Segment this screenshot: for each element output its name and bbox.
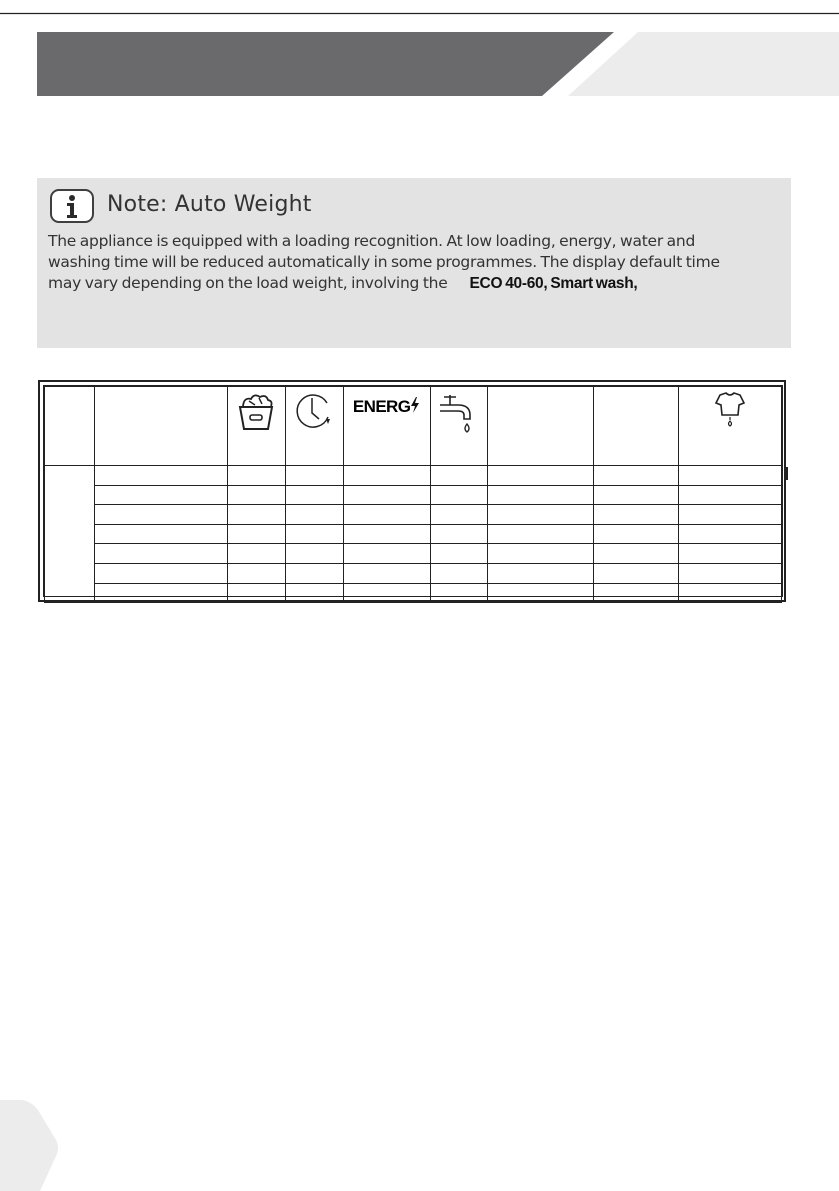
note-line-text: may vary depending on the load weight, involving the <box>48 274 448 292</box>
table-cell <box>430 583 488 603</box>
table-cell <box>343 466 430 486</box>
programme-table-inner <box>43 385 783 597</box>
table-cell <box>285 524 343 544</box>
table-cell <box>430 505 488 525</box>
table-cell <box>488 583 593 603</box>
table-cell <box>430 524 488 544</box>
table-cell <box>488 485 593 505</box>
table-cell <box>285 466 343 486</box>
header-rule <box>0 12 839 15</box>
table-cell <box>94 583 227 603</box>
table-cell <box>343 583 430 603</box>
table-cell <box>343 505 430 525</box>
header-cell <box>285 387 343 466</box>
table-cell <box>285 485 343 505</box>
table-cell <box>679 544 782 564</box>
header-cell <box>593 387 678 466</box>
table-cell <box>45 466 95 603</box>
table-row <box>45 505 782 525</box>
header-cell <box>679 387 782 466</box>
table-cell <box>94 544 227 564</box>
programme-names: ECO 40-60, Smart wash, <box>469 275 638 292</box>
table-cell <box>285 563 343 583</box>
table-cell <box>488 544 593 564</box>
laundry-basket-icon <box>234 391 278 431</box>
table-cell <box>285 583 343 603</box>
table-cell <box>593 583 678 603</box>
table-row <box>45 524 782 544</box>
table-cell <box>593 466 678 486</box>
header-cell <box>94 387 227 466</box>
page-corner-tab <box>0 1100 60 1191</box>
table-cell <box>430 563 488 583</box>
table-cell <box>94 524 227 544</box>
programme-table <box>44 386 782 603</box>
table-header-row <box>45 387 782 466</box>
table-cell <box>343 544 430 564</box>
table-cell <box>593 524 678 544</box>
table-cell <box>227 485 285 505</box>
header-cell <box>430 387 488 466</box>
banner-main <box>37 32 614 96</box>
note-line: The appliance is equipped with a loading recognition. At low loading, energy, water and <box>48 232 696 250</box>
note-line <box>48 273 792 294</box>
table-cell <box>679 524 782 544</box>
table-cell <box>227 563 285 583</box>
table-cell <box>227 524 285 544</box>
table-cell <box>343 524 430 544</box>
programme-table-frame <box>38 380 786 602</box>
energy-icon <box>353 397 420 417</box>
header-cell <box>488 387 593 466</box>
table-cell <box>94 466 227 486</box>
table-cell <box>343 485 430 505</box>
header-cell <box>343 387 430 466</box>
water-tap-icon <box>436 391 482 435</box>
table-row <box>45 485 782 505</box>
table-cell <box>679 563 782 583</box>
table-edge-mark <box>786 467 788 480</box>
info-icon <box>50 189 94 223</box>
table-cell <box>593 563 678 583</box>
table-cell <box>488 466 593 486</box>
table-row <box>45 466 782 486</box>
table-cell <box>593 505 678 525</box>
table-cell <box>94 485 227 505</box>
table-cell <box>343 563 430 583</box>
table-cell <box>227 466 285 486</box>
table-cell <box>593 485 678 505</box>
header-cell <box>45 387 95 466</box>
shirt-drip-icon <box>710 391 750 427</box>
table-cell <box>94 505 227 525</box>
table-cell <box>679 466 782 486</box>
table-row <box>45 583 782 603</box>
table-cell <box>227 544 285 564</box>
table-cell <box>488 505 593 525</box>
table-cell <box>227 505 285 525</box>
table-cell <box>488 563 593 583</box>
table-cell <box>488 524 593 544</box>
header-banner <box>0 24 839 104</box>
note-body <box>48 231 792 294</box>
banner-tab <box>568 32 839 96</box>
table-cell <box>679 505 782 525</box>
energy-label: ENERG <box>352 397 411 416</box>
table-row <box>45 563 782 583</box>
note-title: Note: Auto Weight <box>107 192 312 217</box>
auto-weight-note <box>37 178 791 348</box>
note-line: washing time will be reduced automatically in some programmes. The display default time <box>48 253 720 271</box>
table-cell <box>227 583 285 603</box>
table-cell <box>285 544 343 564</box>
table-cell <box>679 485 782 505</box>
header-cell <box>227 387 285 466</box>
table-row <box>45 544 782 564</box>
table-cell <box>593 544 678 564</box>
table-cell <box>679 583 782 603</box>
table-cell <box>430 466 488 486</box>
table-cell <box>285 505 343 525</box>
clock-icon <box>293 391 335 433</box>
table-cell <box>430 544 488 564</box>
table-cell <box>430 485 488 505</box>
table-cell <box>94 563 227 583</box>
